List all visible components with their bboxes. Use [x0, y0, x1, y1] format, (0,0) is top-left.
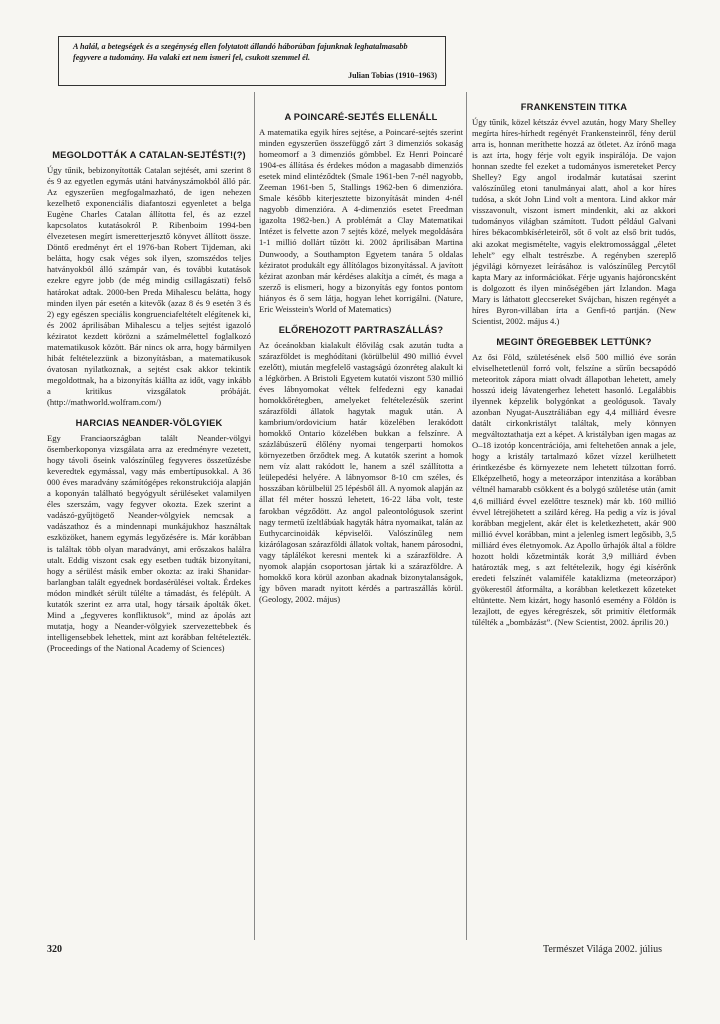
- article-title-poincare: A POINCARÉ-SEJTÉS ELLENÁLL: [284, 112, 438, 122]
- column-rule-left: [254, 92, 255, 940]
- article-title-catalan: MEGOLDOTTÁK A CATALAN-SEJTÉST!(?): [52, 150, 246, 160]
- article-body-partra: Az óceánokban kialakult élővilág csak azután tudta a szárazföldet is meghódítani (körülbelül 490 millió évvel ezelőtt), miután megfelelő vastagságú ózonréteg alakult ki a légkörben. A Bristoli Egyetem kutatói viszont 530 millió éves lábnyomokat véltek felfedezni egy kanadai homokkőrétegben, amelyeket feltételezésük szerint szárazföldi állatok hagytak maguk után. A kambrium/ordovicium határ közelében lerakódott homokkő Ontario közelében bukkan a felszínre. A százlábúszerű élőlény nyomai tengerparti homokos környezetben őrződtek meg. A kutatók szerint a homok nem víz alatt rakódott le, hanem a szél szállította a leülepedési helyére. A lábnyomsor 8-10 cm széles, és hosszában körülbelül 25 lépésből áll. A nyomok alapján az állat fél méter hosszú lehetett, 16-22 lába volt, teste farokban végződött. Az angol paleontológusok szerint nagy termetű ízeltlábúak hagyták hátra nyomaikat, talán az Euthycarcinoidák képviselői. Valószínűleg nem kizárólagosan szárazföldi állatok voltak, hanem párosodni, vagy táplálékot keresni mentek ki a szárazföldre. A nyomok alapján csoportosan jártak ki a szárazföldre. A homokkő kora körül azonban akadnak bizonytalanságok, így bőven maradt nyitott kérdés a partraszállás körül. (Geology, 2002. május): [259, 339, 463, 604]
- article-title-frankenstein: FRANKENSTEIN TITKA: [520, 102, 628, 112]
- epigraph-author: Julian Tobias (1910–1963): [348, 70, 437, 80]
- column-left: [47, 92, 251, 942]
- article-title-partra: ELŐREHOZOTT PARTRASZÁLLÁS?: [278, 324, 444, 335]
- column-middle: [259, 92, 463, 942]
- epigraph-text: A halál, a betegségek és a szegénység ellen folytatott állandó háborúban fajunknak leghatalmasabb fegyvere a tudomány. Ha valaki ezt nem ismeri fel, csukott szemmel él.: [73, 42, 408, 62]
- page-number: 320: [47, 944, 62, 955]
- publication-info: Természet Világa 2002. július: [542, 944, 662, 955]
- article-title-oregebbek: MEGINT ÖREGEBBEK LETTÜNK?: [496, 336, 652, 347]
- column-rule-right: [466, 92, 467, 940]
- article-body-oregebbek: Az ősi Föld, születésének első 500 millió éve során elviselhetetlenül forró volt, felszíne a sűrűn becsapódó meteoritok zápora miatt olvadt állapotban lehetett, amely hosszú ideig lávatengerhez lehetett hasonló. Legalábbis ilyennek képzelik bolygónkat a geológusok. Tavaly azonban Nyugat-Ausztráliában egy 4,4 milliárd évesre datált cirkonkristályt találtak, mely könnyen megváltoztathatja ezt a képet. A kristályban igen magas az O–18 izotóp koncentrációja, ami feltehetően annak a jele, hogy a kristály tartalmazó kőzet vízzel kerülhetett érintkezésbe és környezete nem lehetett túlzottan forró. Elképzelhető, hogy a meteorzápor intenzitása a korábban véltnél hamarabb csökkent és a bolygó születése után (amit 4,6 milliárd évvel ezelőttre tesznek) már kb. 160 millió évvel létrejöhetett a szilárd kéreg. Ha pedig a víz is jóval korábban megjelent, akár élet is keletkezhetett, akár 900 millió évvel korábban, mint a jelenleg ismert legősibb, 3,5 milliárd éves életnyomok. Az Apollo űrhajók által a földre hozott holdi kőzetminták korát 3,9 milliárd évben határozták meg, s azt feltételezik, hogy égi kísérőnk eredeti felszínét valamiféle kataklizma (meteorzápor) gyökerestől átformálta, a korábban keletkezett kőzeteket eltüntette. Nem kizárt, hogy hasonló esemény a Földön is lezajlott, de egyes kéregrészek, sőt primitív életformák túlélték a „bombázást”. (New Scientist, 2002. április 20.): [472, 351, 676, 628]
- article-body-catalan: Úgy tűnik, bebizonyították Catalan sejtését, ami szerint 8 és 9 az egyetlen egymás utáni hatványszámokból álló pár. Az egyszerűen megfogalmazható, de igen nehezen kezelhető exponenciális diafantoszi egyenletet a belga Eugène Charles Catalan állította fel, és az ezzel kapcsolatos kutatásokról P. Ribenboim 1994-ben élvezetesen megírt ismeretterjesztő könyvet állított össze. Döntő eredményt ért el 1976-ban Robert Tijdeman, aki belátta, hogy csak véges sok ilyen, szomszédos teljes hatványokból álló számpár van, és további kutatások ezekre egyre jobb (de még mindig csillagászati) felső határokat adtak. 2000-ben Preda Mihalescu belátta, hogy minden ilyen pár esetén a kitevők (azaz 8 és 9 esetén 3 és 2) egy egészen speciális kongruenciafeltételt elégítenek ki, és 2002 áprilisában Mihalescu a teljes sejtést igazoló kéziratot kezdett körözni a számelmélettel foglalkozó matematikusok között. Bár nincs ok arra, hogy bármilyen hibát feltételezzünk a bizonyításban, a matematikusok óvatosan nyilatkoznak, a sejtést csak akkor tekintik megoldottnak, ha a bizonyítás kiállta az időt, vagy inkább a kritikus vizsgálatok próbáját. (http://mathworld.wolfram.com/): [47, 165, 251, 407]
- epigraph-box: [58, 36, 446, 86]
- column-right: [472, 92, 676, 942]
- article-body-poincare: A matematika egyik híres sejtése, a Poincaré-sejtés szerint minden egyszerűen összefüggő zárt 3 dimenziós sokaság homeomorf a 3 dimenziós gömbbel. Ez Henri Poincaré 1904-es állítása és érdekes módon a magasabb dimenziós esetek mind elintéződtek (Smale 1961-ben 7-nél nagyobb, Zeeman 1961-ben 5, Stallings 1962-ben 6 dimenzióra. Smale később kiterjesztette bizonyítását minden 4-nél nagyobb dimenzióra. A 4-dimenziós esetet Freedman igazolta 1982-ben.) A problémát a Clay Matematikai Intézet is felvette azon 7 sejtés közé, melyek megoldására 1-1 millió dollárt tűzött ki. 2002 áprilisában Martina Dunwoody, a Southampton Egyetem tanára 5 oldalas kéziratot produkált egy állítólagos bizonyítással. A javított kézirat azonban már kérdéses alakítja a címét, és maga a szerző is elismeri, hogy a bizonyítás egy fontos pontom hiányos és ő sem látja, hogyan lehet korrigálni. (Nature, Eric Weisstein's World of Matematics): [259, 127, 463, 314]
- article-body-neander: Egy Franciaországban talált Neander-völgyi ősemberkoponya vizsgálata arra az eredményre vezetett, hogy távoli őseink valószínűleg fegyveres összetűzésbe keveredtek egymással, vagy más embertípusokkal. A 36 000 éves maradvány számítógépes rekonstrukciója alapján a koponyán található begyógyult sérüléseket valamilyen éles szerszám, vagy fegyver okozta. Ezek szerint a vadászó-gyűjtögető Neander-völgyiek nemcsak a vadászathoz és a mindennapi munkájukhoz használtak eszközöket, hanem egymás legyőzésére is. Már korábban is találtak több olyan maradványt, ami erőszakos halálra utalt. Eddig viszont csak egy esetben tudták bizonyítani, hogy a sérülést másik ember okozta: az iraki Shanidar-barlangban talált egyednek bordasérülései voltak. Érdekes módon mindkét sérült túlélte a támadást, és felépült. A kutatók szerint ez arra utal, hogy társaik ápolták őket. Mind a „fegyveres konfliktusok”, mind az ápolás azt mutatja, hogy a Neander-völgyiek szervezettebbek és intelligensebbek lehettek, mint azt korábban feltételezték. (Proceedings of the National Academy of Sciences): [47, 433, 251, 653]
- article-title-neander: HARCIAS NEANDER-VÖLGYIEK: [75, 418, 223, 429]
- article-body-frankenstein: Úgy tűnik, közel kétszáz évvel azután, hogy Mary Shelley megírta híres-hírhedt regényét Frankensteinről, fény derül arra is, honnan meríthette hozzá az ötletet. Az írónő maga is azt írta, hogy férje volt egyik inspirálója. De vajon honnan szedte fel ezeket a tudományos ismereteket Percy Shelley? Egy angol irodalmár kutatásai szerint valószínűleg etoni tanulmányai alatt, ahol a kor híres tudósa, a skót John Lind volt a mentora. Lind akkor már visszavonult, viszont ismert mindenkit, aki az akkori tudományos világban számított. Tudott például Galvani híres békacombkísérleteiről, sőt ő volt az első brit tudós, aki azokat megismételte, vagyis elektromossággal „életet lehelt” egy elhalt testrészbe. A regényben szereplő jégvilági környezet leírásához is valószínűleg Percytől kapta Mary az információkat. Férje ugyanis hajóroncsként is dolgozott és ilyen minőségében járt Izlandon. Maga Mary is láthatott gleccsereket Svájcban, hiszen regényét a híres Byron-villában írta a Genfi-tó partján. (New Scientist, 2002. május 4.): [472, 117, 676, 326]
